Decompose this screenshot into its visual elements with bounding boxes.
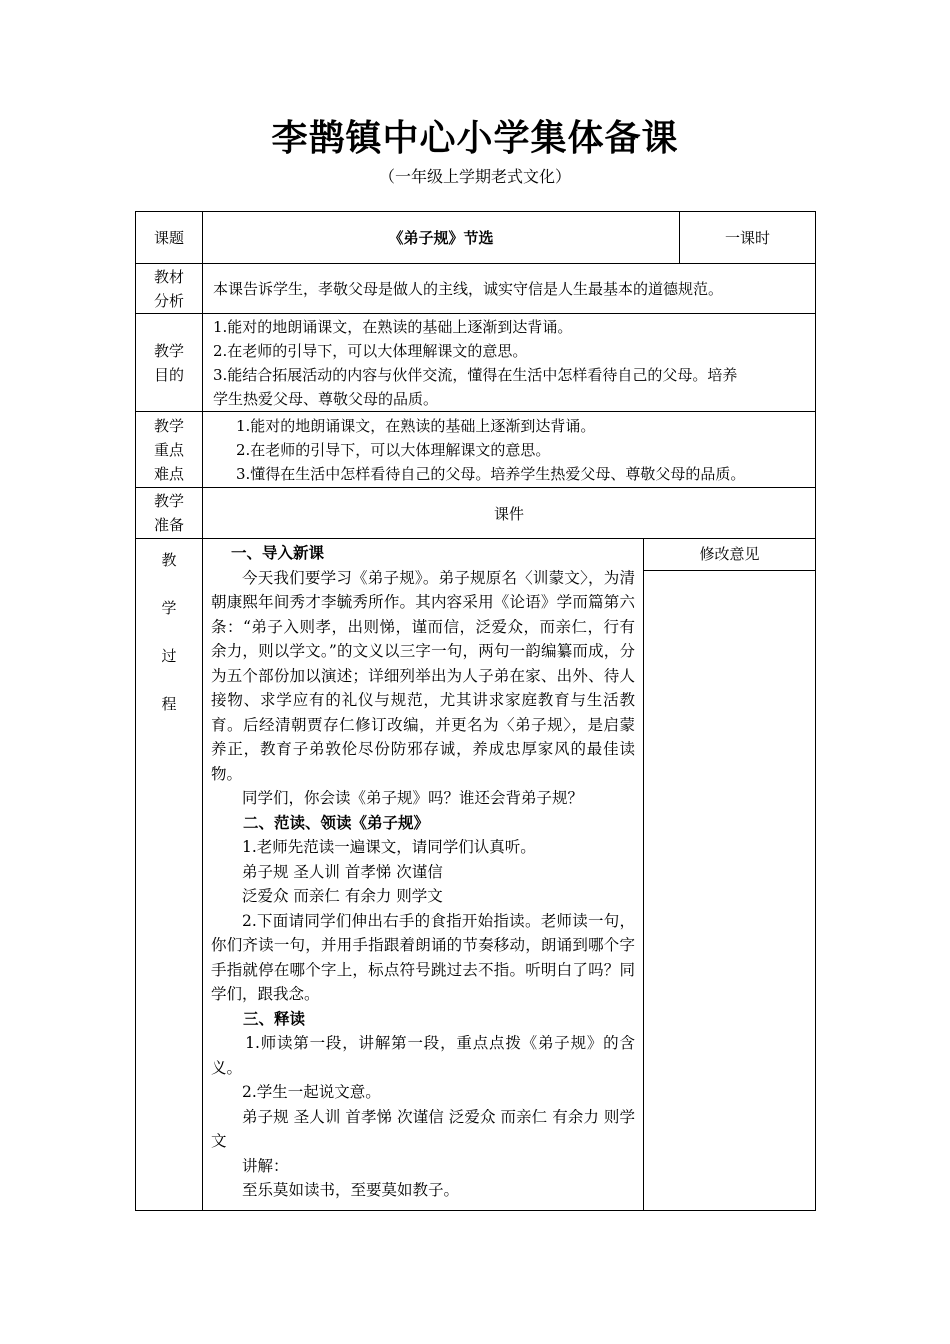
section-heading: 一、导入新课 [231, 543, 325, 562]
section-heading: 三、释读 [243, 1008, 306, 1028]
paragraph: 今天我们要学习《弟子规》。弟子规原名〈训蒙文〉，为清朝康熙年间秀才李毓秀所作。其内容采用《论语》学而篇第六条：“弟子入则孝，出则悌，谨而信，泛爱众，而亲仁，行有余力，则以学文。”的文义以三字一句，两句一韵编纂而成，分为五个部份加以演述；详细列举出为人子弟在家、出外、待人接物、求学应有的礼仪与规范，尤其讲求家庭教育与生活教育。后经清朝贾存仁修订改编，并更名为〈弟子规〉，是启蒙养正，教育子弟敦伦尽份防邪存诚，养成忠厚家风的最佳读物。 [211, 568, 635, 783]
process-row [136, 539, 816, 1211]
key-item: 1.能对的地朗诵课文，在熟读的基础上逐渐到达背诵。 [236, 416, 596, 435]
key-item: 2.在老师的引导下，可以大体理解课文的意思。 [236, 440, 551, 459]
verse-line: 弟子规 圣人训 首孝悌 次谨信 泛爱众 而亲仁 有余力 则学文 [211, 1107, 635, 1150]
paragraph: 至乐莫如读书，至要莫如教子。 [242, 1181, 460, 1199]
paragraph: 同学们，你会读《弟子规》吗？谁还会背弟子规？ [242, 789, 584, 807]
analysis-row [136, 264, 816, 314]
paragraph: 1.师读第一段，讲解第一段，重点点拨《弟子规》的含义。 [211, 1034, 635, 1077]
goal-row [136, 314, 816, 412]
lesson-plan-table [135, 211, 816, 1211]
key-item: 3.懂得在生活中怎样看待自己的父母。培养学生热爱父母、尊敬父母的品质。 [236, 464, 746, 483]
topic-label: 课题 [136, 212, 203, 264]
process-content [203, 539, 644, 1211]
goal-item: 1.能对的地朗诵课文，在熟读的基础上逐渐到达背诵。 [213, 317, 573, 336]
revise-label: 修改意见 [644, 539, 815, 571]
key-list [203, 412, 816, 488]
goal-list [203, 314, 816, 412]
revise-column [644, 539, 816, 1211]
paragraph: 2.学生一起说文意。 [242, 1083, 381, 1101]
goal-item: 3.能结合拓展活动的内容与伙伴交流，懂得在生活中怎样看待自己的父母。培养 [213, 365, 738, 384]
verse-line: 弟子规 圣人训 首孝悌 次谨信 [242, 862, 443, 881]
goal-item: 学生热爱父母、尊敬父母的品质。 [213, 389, 439, 408]
paragraph: 讲解： [242, 1156, 289, 1175]
analysis-label: 教材 分析 [136, 264, 203, 314]
section-heading: 二、范读、领读《弟子规》 [243, 812, 430, 832]
prep-label: 教学 准备 [136, 488, 203, 539]
page-subtitle: （一年级上学期老式文化） [378, 167, 571, 186]
page-title: 李鹊镇中心小学集体备课 [271, 117, 679, 159]
period-value: 一课时 [680, 212, 816, 264]
key-label: 教学 重点 难点 [136, 412, 203, 488]
analysis-text: 本课告诉学生，孝敬父母是做人的主线，诚实守信是人生最基本的道德规范。 [203, 264, 816, 314]
paragraph: 1.老师先范读一遍课文，请同学们认真听。 [242, 838, 536, 856]
prep-value: 课件 [203, 488, 816, 539]
goal-label: 教学 目的 [136, 314, 203, 412]
verse-line: 泛爱众 而亲仁 有余力 则学文 [242, 887, 443, 905]
topic-row [136, 212, 816, 264]
goal-item: 2.在老师的引导下，可以大体理解课文的意思。 [213, 341, 528, 360]
process-label: 教 学 过 程 [136, 539, 203, 1211]
paragraph: 2.下面请同学们伸出右手的食指开始指读。老师读一句，你们齐读一句，并用手指跟着朗诵的节奏移动，朗诵到哪个字手指就停在哪个字上，标点符号跳过去不指。听明白了吗？同学们，跟我念。 [211, 911, 635, 1003]
topic-value: 《弟子规》节选 [203, 212, 680, 264]
prep-row [136, 488, 816, 539]
key-row [136, 412, 816, 488]
